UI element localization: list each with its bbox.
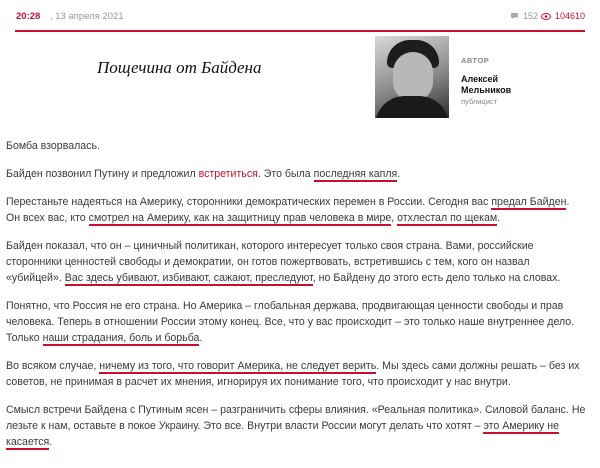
p6-text-a: Во всяком случае,: [6, 360, 100, 372]
article-header-card: [15, 30, 585, 122]
p5-text-a: Понятно, что Россия не его страна. Но Америка – глобальная держава, продвигающая ценности свободы и прав человека. Теперь в отношении России этому конец. Все, что у вас происходит – это только наше внутреннее дело. Только: [6, 300, 575, 344]
paragraph-3: [6, 194, 586, 226]
p3-text-a: Перестаньте надеяться на Америку, сторонники демократических перемен в России. Сегодня вас: [6, 196, 492, 208]
author-role: публицист: [461, 97, 498, 106]
speech-bubble-icon: [510, 12, 519, 20]
p7-text-b: .: [49, 436, 53, 448]
p3-text-c: ,: [391, 212, 398, 224]
p5-text-b: .: [199, 332, 203, 344]
article-title: Пощечина от Байдена: [97, 58, 262, 77]
comments-count[interactable]: [510, 11, 538, 21]
underline-not-americas-concern: это Америку не касается: [6, 420, 559, 448]
author-first-name: Алексей: [461, 74, 499, 84]
p3-text-b: . Он всех вас, кто: [6, 196, 570, 224]
author-label: АВТОР: [461, 56, 490, 65]
paragraph-4: [6, 238, 586, 286]
paragraph-1: [6, 138, 586, 154]
p7-text-a: Смысл встречи Байдена с Путиным ясен – разграничить сферы влияния. «Реальная политика». Силовой баланс. Не лезьте к нам, оставьте в покое Украину. Это все. Внутри власти России могут делать что хотят –: [6, 404, 586, 432]
paragraph-5: [6, 298, 586, 346]
photo-face: [393, 52, 433, 102]
underline-looked-at-america: смотрел на Америку, как на защитницу прав человека в мире: [88, 212, 392, 224]
underline-killed-beaten: Вас здесь убивают, избивают, сажают, преследуют: [64, 272, 313, 284]
views-count-value: 104610: [555, 11, 586, 21]
underline-our-suffering: наши страдания, боль и борьба: [42, 332, 200, 344]
views-count: [541, 11, 585, 21]
publish-date: , 13 апреля 2021: [50, 11, 124, 22]
meet-link[interactable]: встретиться: [198, 168, 258, 180]
underline-do-not-believe: ничему из того, что говорит Америка, не следует верить: [99, 360, 377, 372]
p3-text-d: .: [497, 212, 501, 224]
p2-text-a: Байден позвонил Путину и предложил: [6, 168, 199, 180]
underline-slapped: отхлестал по щекам: [397, 212, 498, 224]
author-last-name: Мельников: [461, 85, 512, 95]
p2-text-b: . Это была: [257, 168, 314, 180]
p4-text-a: Байден показал, что он – циничный политикан, которого интересует только своя страна. Вами, российские сторонники ценностей свободы и демократии, он готов пожертвовать, встретившись с тем, кого он назвал «убийцей».: [6, 240, 534, 284]
p4-text-b: , но Байдену до этого есть дело только на словах.: [312, 272, 561, 284]
p1-text: Бомба взорвалась.: [6, 140, 100, 152]
publish-time: 20:28: [16, 11, 41, 22]
author-photo[interactable]: [375, 36, 449, 118]
underline-betrayed: предал Байден: [491, 196, 567, 208]
paragraph-2: [6, 166, 586, 182]
author-name[interactable]: [461, 74, 511, 96]
underline-last-straw: последняя капля: [313, 168, 398, 180]
photo-shoulders: [375, 96, 449, 118]
meta-bar: [0, 0, 600, 30]
paragraph-6: [6, 358, 586, 390]
p6-text-b: . Мы здесь сами должны решать – без их советов, не принимая в расчет их мнения, игнорируя их понимание того, что происходит у нас внутри.: [6, 360, 580, 388]
eye-icon: [541, 13, 551, 20]
paragraph-7: [6, 402, 586, 450]
article-body: [6, 138, 586, 462]
p2-text-c: .: [397, 168, 401, 180]
comments-count-value: 152: [523, 11, 539, 21]
